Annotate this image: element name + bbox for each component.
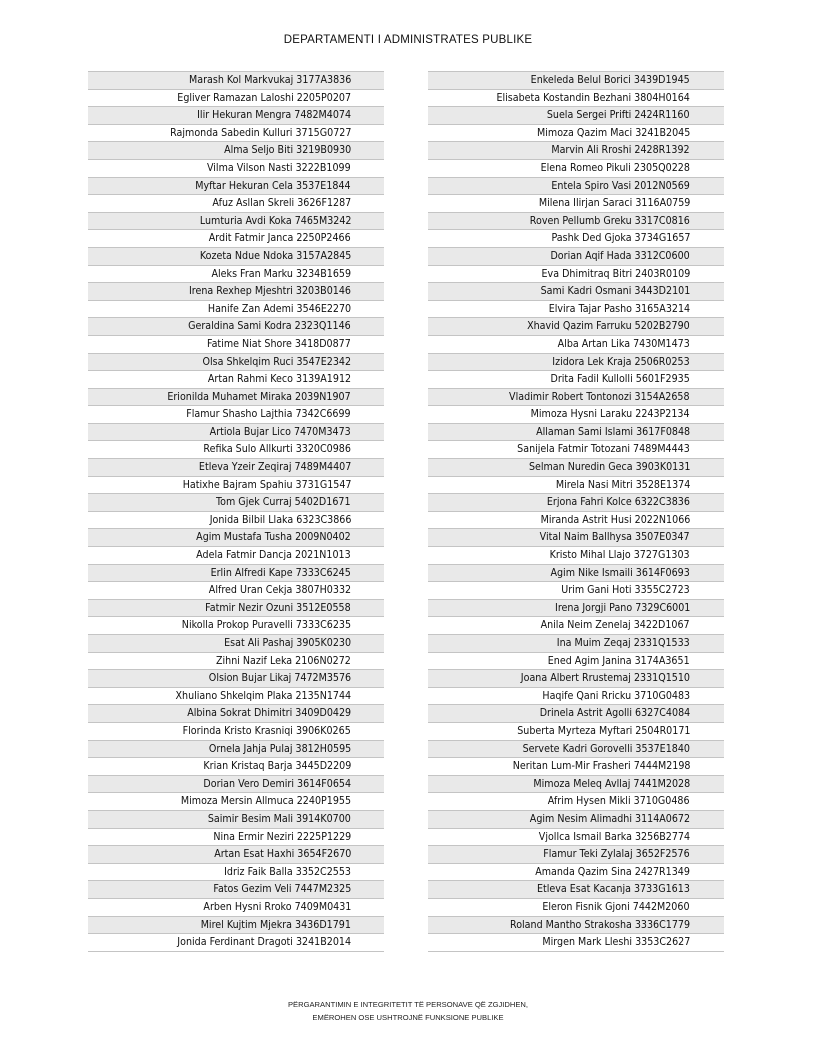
person-entry: Etleva Yzeir Zeqiraj 7489M4407 xyxy=(198,461,351,474)
person-entry: Vladimir Robert Tontonozi 3154A2658 xyxy=(509,390,690,403)
list-row xyxy=(88,72,384,90)
list-row xyxy=(428,829,724,847)
list-row xyxy=(88,230,384,248)
person-entry: Izidora Lek Kraja 2506R0253 xyxy=(552,355,690,368)
list-row xyxy=(88,705,384,723)
list-row xyxy=(88,424,384,442)
list-row xyxy=(428,917,724,935)
person-entry: Vital Naim Ballhysa 3507E0347 xyxy=(540,531,690,544)
person-entry: Selman Nuredin Geca 3903K0131 xyxy=(528,461,690,474)
list-row xyxy=(428,459,724,477)
person-entry: Roland Mantho Strakosha 3336C1779 xyxy=(509,918,690,931)
list-row xyxy=(428,793,724,811)
list-row xyxy=(88,336,384,354)
person-entry: Miranda Astrit Husi 2022N1066 xyxy=(540,513,690,526)
person-entry: Flamur Shasho Lajthia 7342C6699 xyxy=(186,408,351,421)
list-row xyxy=(428,565,724,583)
list-row xyxy=(428,160,724,178)
right-name-list xyxy=(428,71,724,952)
person-entry: Eleron Fisnik Gjoni 7442M2060 xyxy=(542,900,690,913)
person-entry: Mirela Nasi Mitri 3528E1374 xyxy=(555,478,690,491)
person-entry: Nina Ermir Neziri 2225P1229 xyxy=(213,830,351,843)
person-entry: Mirel Kujtim Mjekra 3436D1791 xyxy=(200,918,351,931)
list-row xyxy=(88,371,384,389)
person-entry: Irena Rexhep Mjeshtri 3203B0146 xyxy=(189,285,351,298)
list-row xyxy=(88,459,384,477)
person-entry: Suberta Myrteza Myftari 2504R0171 xyxy=(516,724,690,737)
person-entry: Fatime Niat Shore 3418D0877 xyxy=(207,337,351,350)
list-row xyxy=(428,424,724,442)
list-row xyxy=(428,248,724,266)
person-entry: Flamur Teki Zylalaj 3652F2576 xyxy=(543,848,690,861)
person-entry: Mimoza Qazim Maci 3241B2045 xyxy=(536,126,690,139)
person-entry: Esat Ali Pashaj 3905K0230 xyxy=(224,637,351,649)
list-row xyxy=(428,846,724,864)
person-entry: Allaman Sami Islami 3617F0848 xyxy=(536,425,690,438)
person-entry: Vjollca Ismail Barka 3256B2774 xyxy=(538,830,690,843)
list-row xyxy=(88,477,384,495)
list-row xyxy=(428,741,724,759)
person-entry: Erjona Fahri Kolce 6322C3836 xyxy=(546,496,690,509)
person-entry: Artiola Bujar Lico 7470M3473 xyxy=(209,425,351,438)
person-entry: Hanife Zan Ademi 3546E2270 xyxy=(207,302,351,315)
list-row xyxy=(88,90,384,108)
person-entry: Entela Spiro Vasi 2012N0569 xyxy=(551,179,690,192)
person-entry: Geraldina Sami Kodra 2323Q1146 xyxy=(188,320,351,333)
person-entry: Erlin Alfredi Kape 7333C6245 xyxy=(210,566,351,579)
person-entry: Fatmir Nezir Ozuni 3512E0558 xyxy=(205,601,351,614)
person-entry: Alma Seljo Biti 3219B0930 xyxy=(223,144,351,157)
person-entry: Drinela Astrit Agolli 6327C4084 xyxy=(539,707,690,720)
list-row xyxy=(428,617,724,635)
person-entry: Neritan Lum-Mir Frasheri 7444M2198 xyxy=(512,760,690,773)
person-entry: Etleva Esat Kacanja 3733G1613 xyxy=(537,883,690,896)
list-row xyxy=(428,441,724,459)
list-row xyxy=(428,864,724,882)
person-entry: Afuz Asllan Skreli 3626F1287 xyxy=(212,197,351,210)
list-row xyxy=(88,846,384,864)
person-entry: Dorian Aqif Hada 3312C0600 xyxy=(550,249,690,262)
list-row xyxy=(88,213,384,231)
person-entry: Arben Hysni Rroko 7409M0431 xyxy=(203,900,351,913)
person-entry: Anila Neim Zenelaj 3422D1067 xyxy=(540,619,690,632)
person-entry: Krian Kristaq Barja 3445D2209 xyxy=(203,760,351,773)
person-entry: Aleks Fran Marku 3234B1659 xyxy=(211,267,351,280)
person-entry: Roven Pellumb Greku 3317C0816 xyxy=(529,214,690,227)
person-entry: Saimir Besim Mali 3914K0700 xyxy=(208,812,351,825)
person-entry: Elena Romeo Pikuli 2305Q0228 xyxy=(540,161,690,174)
person-entry: Sanijela Fatmir Totozani 7489M4443 xyxy=(517,443,690,456)
person-entry: Jonida Ferdinant Dragoti 3241B2014 xyxy=(177,936,351,949)
person-entry: Dorian Vero Demiri 3614F0654 xyxy=(203,777,351,790)
list-row xyxy=(428,635,724,653)
person-entry: Kristo Mihal Llajo 3727G1303 xyxy=(549,549,690,562)
person-entry: Marash Kol Markvukaj 3177A3836 xyxy=(188,74,351,86)
person-entry: Agim Mustafa Tusha 2009N0402 xyxy=(196,531,351,544)
person-entry: Ilir Hekuran Mengra 7482M4074 xyxy=(197,109,351,122)
person-entry: Servete Kadri Gorovelli 3537E1840 xyxy=(522,742,690,755)
list-row xyxy=(88,758,384,776)
person-entry: Florinda Kristo Krasniqi 3906K0265 xyxy=(182,724,351,737)
person-entry: Haqife Qani Rricku 3710G0483 xyxy=(542,689,690,702)
person-entry: Artan Rahmi Keco 3139A1912 xyxy=(207,373,351,386)
person-entry: Refika Sulo Allkurti 3320C0986 xyxy=(203,443,351,456)
person-entry: Hatixhe Bajram Spahiu 3731G1547 xyxy=(182,478,351,491)
person-entry: Agim Nesim Alimadhi 3114A0672 xyxy=(529,812,690,825)
list-row xyxy=(88,934,384,952)
person-entry: Rajmonda Sabedin Kulluri 3715G0727 xyxy=(169,126,351,139)
list-row xyxy=(428,72,724,90)
list-row xyxy=(88,864,384,882)
list-row xyxy=(88,178,384,196)
person-entry: Mimoza Hysni Laraku 2243P2134 xyxy=(531,408,690,421)
list-row xyxy=(428,723,724,741)
person-entry: Nikolla Prokop Puravelli 7333C6235 xyxy=(181,619,351,632)
person-entry: Alba Artan Lika 7430M1473 xyxy=(557,337,690,350)
person-entry: Milena Ilirjan Saraci 3116A0759 xyxy=(538,197,690,210)
list-row xyxy=(428,266,724,284)
list-row xyxy=(88,899,384,917)
left-name-list xyxy=(88,71,384,952)
person-entry: Afrim Hysen Mikli 3710G0486 xyxy=(548,795,690,808)
list-row xyxy=(88,406,384,424)
person-entry: Sami Kadri Osmani 3443D2101 xyxy=(540,285,690,298)
list-row xyxy=(428,494,724,512)
person-entry: Idriz Faik Balla 3352C2553 xyxy=(224,865,351,878)
list-row xyxy=(428,811,724,829)
list-row xyxy=(88,142,384,160)
list-row xyxy=(88,582,384,600)
list-row xyxy=(428,90,724,108)
list-row xyxy=(88,283,384,301)
list-row xyxy=(88,565,384,583)
list-row xyxy=(88,829,384,847)
person-entry: Jonida Bilbil Llaka 6323C3866 xyxy=(209,513,351,526)
list-row xyxy=(88,547,384,565)
list-row xyxy=(428,582,724,600)
page-title: DEPARTAMENTI I ADMINISTRATES PUBLIKE xyxy=(283,34,533,46)
list-row xyxy=(428,371,724,389)
list-row xyxy=(428,512,724,530)
list-row xyxy=(428,213,724,231)
person-entry: Alfred Uran Cekja 3807H0332 xyxy=(208,584,351,597)
person-entry: Mirgen Mark Lleshi 3353C2627 xyxy=(542,936,690,949)
person-entry: Kozeta Ndue Ndoka 3157A2845 xyxy=(199,249,351,262)
person-entry: Joana Albert Rrustemaj 2331Q1510 xyxy=(520,672,690,685)
list-row xyxy=(88,107,384,125)
person-entry: Olsion Bujar Likaj 7472M3576 xyxy=(208,672,351,685)
person-entry: Ornela Jahja Pulaj 3812H0595 xyxy=(208,742,351,755)
person-entry: Xhavid Qazim Farruku 5202B2790 xyxy=(527,320,690,333)
person-entry: Pashk Ded Gjoka 3734G1657 xyxy=(550,232,690,245)
list-row xyxy=(428,406,724,424)
list-row xyxy=(88,125,384,143)
list-row xyxy=(428,705,724,723)
list-row xyxy=(88,653,384,671)
list-row xyxy=(428,354,724,372)
list-row xyxy=(88,670,384,688)
list-row xyxy=(88,688,384,706)
list-row xyxy=(88,160,384,178)
footer-line-2: EMËROHEN OSE USHTROJNË FUNKSIONE PUBLIKE xyxy=(312,1013,504,1022)
list-row xyxy=(88,318,384,336)
person-entry: Olsa Shkelqim Ruci 3547E2342 xyxy=(202,355,351,368)
list-row xyxy=(88,354,384,372)
list-row xyxy=(428,653,724,671)
person-entry: Artan Esat Haxhi 3654F2670 xyxy=(213,848,351,861)
list-row xyxy=(88,811,384,829)
list-row xyxy=(88,741,384,759)
list-row xyxy=(428,389,724,407)
list-row xyxy=(428,881,724,899)
person-entry: Amanda Qazim Sina 2427R1349 xyxy=(535,865,690,878)
list-row xyxy=(88,512,384,530)
list-row xyxy=(428,125,724,143)
list-row xyxy=(88,529,384,547)
person-entry: Zihni Nazif Leka 2106N0272 xyxy=(216,654,351,667)
list-row xyxy=(88,248,384,266)
list-row xyxy=(88,776,384,794)
person-entry: Enkeleda Belul Borici 3439D1945 xyxy=(530,74,690,86)
page-footer xyxy=(0,998,816,1024)
person-entry: Fatos Gezim Veli 7447M2325 xyxy=(213,883,351,896)
list-row xyxy=(428,336,724,354)
list-row xyxy=(88,266,384,284)
list-row xyxy=(88,441,384,459)
person-entry: Myftar Hekuran Cela 3537E1844 xyxy=(195,179,351,192)
person-entry: Elisabeta Kostandin Bezhani 3804H0164 xyxy=(496,91,690,104)
list-row xyxy=(428,477,724,495)
person-entry: Egliver Ramazan Laloshi 2205P0207 xyxy=(177,91,351,104)
person-entry: Xhuliano Shkelqim Plaka 2135N1744 xyxy=(175,689,351,702)
person-entry: Ina Muim Zeqaj 2331Q1533 xyxy=(557,637,690,649)
list-row xyxy=(428,301,724,319)
list-row xyxy=(428,670,724,688)
person-entry: Mimoza Mersin Allmuca 2240P1955 xyxy=(180,795,351,808)
list-row xyxy=(88,635,384,653)
list-row xyxy=(428,195,724,213)
person-entry: Erionilda Muhamet Miraka 2039N1907 xyxy=(167,390,351,403)
list-row xyxy=(428,934,724,952)
list-row xyxy=(428,107,724,125)
person-entry: Vilma Vilson Nasti 3222B1099 xyxy=(207,161,351,174)
list-row xyxy=(88,617,384,635)
person-entry: Lumturia Avdi Koka 7465M3242 xyxy=(199,214,351,227)
person-entry: Albina Sokrat Dhimitri 3409D0429 xyxy=(187,707,351,720)
person-entry: Marvin Ali Rroshi 2428R1392 xyxy=(551,144,690,157)
list-row xyxy=(88,723,384,741)
person-entry: Drita Fadil Kullolli 5601F2935 xyxy=(550,373,690,386)
list-row xyxy=(428,899,724,917)
person-entry: Mimoza Meleq Avllaj 7441M2028 xyxy=(533,777,690,790)
list-row xyxy=(428,178,724,196)
list-row xyxy=(428,230,724,248)
list-row xyxy=(428,142,724,160)
list-row xyxy=(88,917,384,935)
person-entry: Tom Gjek Curraj 5402D1671 xyxy=(216,496,351,509)
list-row xyxy=(88,301,384,319)
list-row xyxy=(428,529,724,547)
person-entry: Agim Nike Ismaili 3614F0693 xyxy=(550,566,690,579)
person-entry: Irena Jorgji Pano 7329C6001 xyxy=(554,601,690,614)
list-row xyxy=(428,600,724,618)
list-row xyxy=(88,494,384,512)
person-entry: Adela Fatmir Dancja 2021N1013 xyxy=(196,549,351,562)
list-row xyxy=(428,758,724,776)
list-row xyxy=(428,776,724,794)
person-entry: Elvira Tajar Pasho 3165A3214 xyxy=(548,302,690,315)
list-row xyxy=(428,688,724,706)
list-row xyxy=(88,600,384,618)
person-entry: Ardit Fatmir Janca 2250P2466 xyxy=(209,232,351,245)
footer-line-1: PËRGARANTIMIN E INTEGRITETIT TË PERSONAVE QË ZGJIDHEN, xyxy=(287,1000,529,1009)
list-row xyxy=(88,389,384,407)
list-row xyxy=(88,793,384,811)
list-row xyxy=(428,283,724,301)
person-entry: Ened Agim Janina 3174A3651 xyxy=(548,654,690,667)
list-row xyxy=(88,195,384,213)
list-row xyxy=(428,547,724,565)
person-entry: Urim Gani Hoti 3355C2723 xyxy=(561,584,690,597)
list-row xyxy=(428,318,724,336)
list-row xyxy=(88,881,384,899)
person-entry: Suela Sergei Prifti 2424R1160 xyxy=(547,109,690,122)
person-entry: Eva Dhimitraq Bitri 2403R0109 xyxy=(541,267,690,280)
